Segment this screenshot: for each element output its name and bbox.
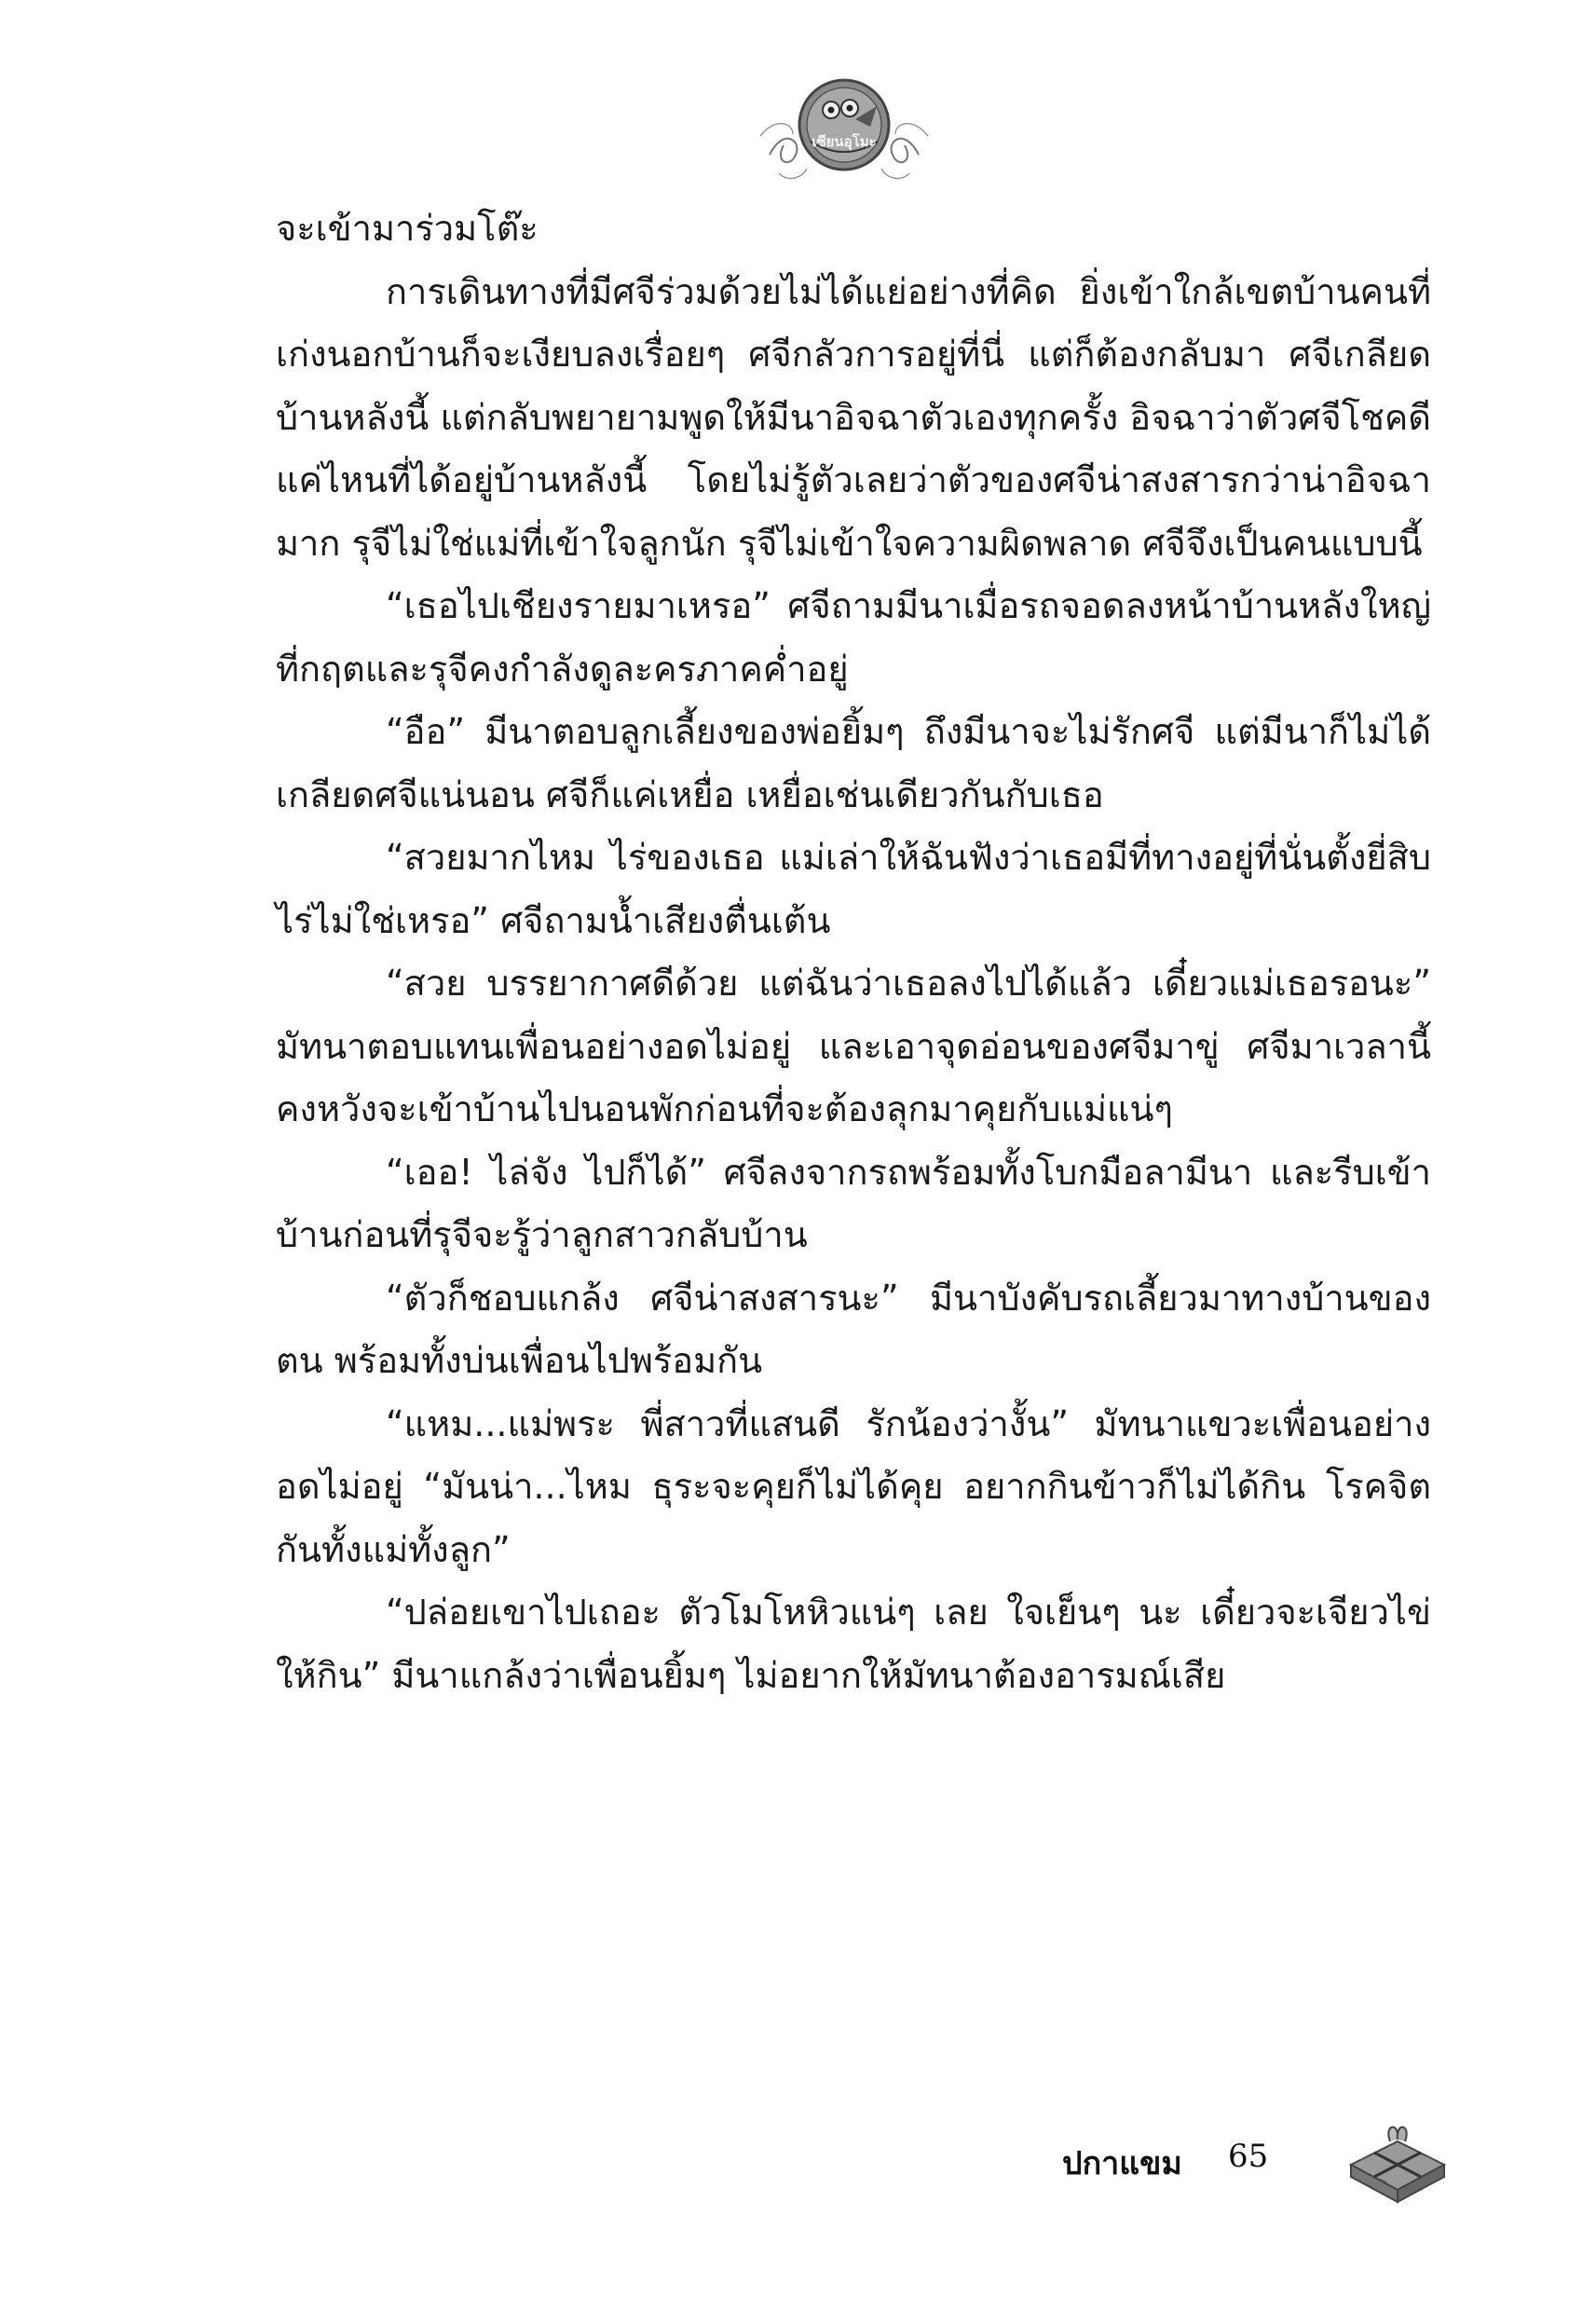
book-title: ปกาแขม (1062, 2145, 1182, 2182)
emblem-text: เซียนอุโมะ (812, 133, 877, 150)
paragraph: “ตัวก็ชอบแกล้ง ศจีน่าสงสารนะ” มีนาบังคับรถเลี้ยวมาทางบ้านของตน พร้อมทั้งบ่นเพื่อนไปพร้อมกัน (276, 1277, 1431, 1381)
paragraph: “สวยมากไหม ไร่ของเธอ แม่เล่าให้ฉันฟังว่าเธอมีที่ทางอยู่ที่นั่นตั้งยี่สิบไร่ไม่ใช่เหรอ” ศจีถามน้ำเสียงตื่นเต้น (276, 837, 1431, 941)
wrapped-bundle-icon (1342, 2113, 1453, 2207)
paragraph: “อือ” มีนาตอบลูกเลี้ยงของพ่อยิ้มๆ ถึงมีนาจะไม่รักศจี แต่มีนาก็ไม่ได้เกลียดศจีแน่นอน ศจีก็แค่เหยื่อ เหยื่อเช่นเดียวกันกับเธอ (276, 711, 1431, 815)
paragraph: จะเข้ามาร่วมโต๊ะ (276, 208, 539, 249)
paragraph: “เออ! ไล่จัง ไปก็ได้” ศจีลงจากรถพร้อมทั้งโบกมือลามีนา และรีบเข้าบ้านก่อนที่รุจีจะรู้ว่าลูกสาวกลับบ้าน (276, 1151, 1431, 1255)
body-text (276, 198, 1431, 1707)
paragraph: “เธอไปเชียงรายมาเหรอ” ศจีถามมีนาเมื่อรถจอดลงหน้าบ้านหลังใหญ่ที่กฤตและรุจีคงกำลังดูละครภาคค่ำอยู่ (276, 585, 1431, 690)
ornate-crest-icon (751, 52, 937, 192)
paragraph: “สวย บรรยากาศดีด้วย แต่ฉันว่าเธอลงไปได้แล้ว เดี๋ยวแม่เธอรอนะ” มัทนาตอบแทนเพื่อนอย่างอดไม่อยู่ และเอาจุดอ่อนของศจีมาขู่ ศจีมาเวลานี้คงหวังจะเข้าบ้านไปนอนพักก่อนที่จะต้องลุกมาคุยกับแม่แน่ๆ (276, 963, 1431, 1129)
paragraph: “ปล่อยเขาไปเถอะ ตัวโมโหหิวแน่ๆ เลย ใจเย็นๆ นะ เดี๋ยวจะเจียวไข่ให้กิน” มีนาแกล้งว่าเพื่อนยิ้มๆ ไม่อยากให้มัทนาต้องอารมณ์เสีย (276, 1592, 1431, 1696)
page-footer (1062, 2113, 1472, 2216)
page-number: 65 (1228, 2138, 1269, 2175)
paragraph: “แหม...แม่พระ พี่สาวที่แสนดี รักน้องว่างั้น” มัทนาแขวะเพื่อนอย่างอดไม่อยู่ “มันน่า...ไหม ธุระจะคุยก็ไม่ได้คุย อยากกินข้าวก็ไม่ได้กิน โรคจิตกันทั้งแม่ทั้งลูก” (276, 1402, 1431, 1570)
paragraph: การเดินทางที่มีศจีร่วมด้วยไม่ได้แย่อย่างที่คิด ยิ่งเข้าใกล้เขตบ้านคนที่เก่งนอกบ้านก็จะเงียบลงเรื่อยๆ ศจีกลัวการอยู่ที่นี่ แต่ก็ต้องกลับมา ศจีเกลียดบ้านหลังนี้ แต่กลับพยายามพูดให้มีนาอิจฉาตัวเองทุกครั้ง อิจฉาว่าตัวศจีโชคดีแค่ไหนที่ได้อยู่บ้านหลังนี้ โดยไม่รู้ตัวเลยว่าตัวของศจีน่าสงสารกว่าน่าอิจฉามาก รุจีไม่ใช่แม่ที่เข้าใจลูกนัก รุจีไม่เข้าใจความผิดพลาด ศจีจึงเป็นคนแบบนี้ (276, 270, 1431, 564)
